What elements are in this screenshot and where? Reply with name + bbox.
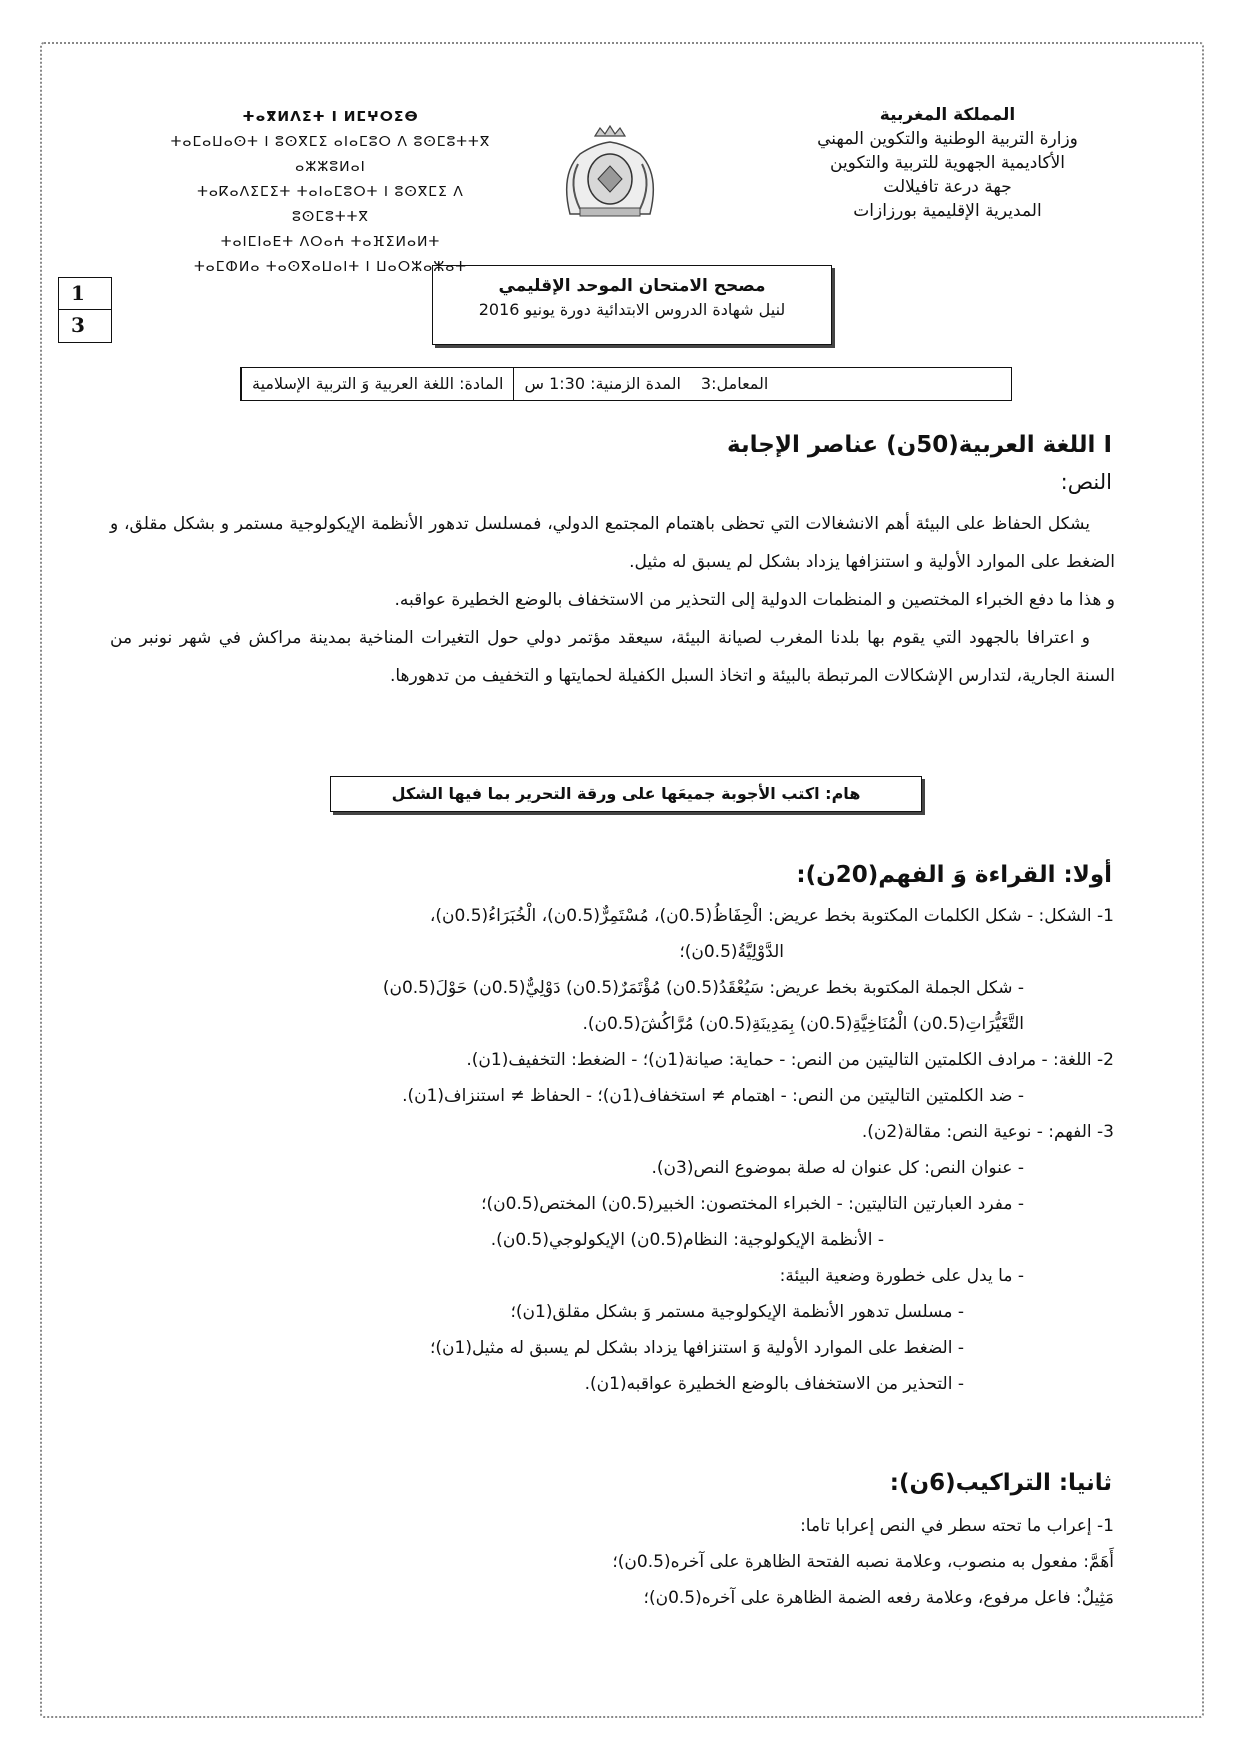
answer-line: - الأنظمة الإيكولوجية: النظام(0.5ن) الإيكولوجي(0.5ن). [490,1230,884,1250]
exam-coefficient: المعامل:3 [700,374,769,393]
passage-paragraph: و اعترافا بالجهود التي يقوم بها بلدنا المغرب لصيانة البيئة، سيعقد مؤتمر دولي حول التغيرات المناخية بمدينة مراكش في شهر نونبر من السنة الجارية، لتدارس الإشكالات المرتبطة بالبيئة و اتخاذ السبل الكفيلة لحمايتها و التخفيف من تدهورها. [110,628,1115,686]
subject-info-box [240,367,1012,401]
exam-subtitle: لنيل شهادة الدروس الابتدائية دورة يونيو 2016 [478,300,786,319]
passage-paragraph: يشكل الحفاظ على البيئة أهم الانشغالات التي تحظى باهتمام المجتمع الدولي، فمسلسل تدهور الأنظمة الإيكولوجية مستمر و بشكل مقلق، و الضغط على الموارد الأولية و استنزافها يزداد بشكل لم يسبق له مثيل. [110,514,1115,572]
answer-line: - الضغط على الموارد الأولية وَ استنزافها يزداد بشكل لم يسبق له مثيل(1ن)؛ [429,1338,964,1358]
answer-line: 1- الشكل: - شكل الكلمات المكتوبة بخط عريض: الْحِفَاظُ(0.5ن)، مُسْتَمِرٌّ(0.5ن)، الْخُبَرَاءُ(0.5ن)، [429,906,1114,926]
page-number-box [58,277,112,343]
tifinagh-line: ⵜⴰⴽⴰⴷⵉⵎⵉⵜ ⵜⴰⵏⴰⵎⵓⵔⵜ ⵏ ⵓⵙⴳⵎⵉ ⴷ ⵓⵙⵎⵓⵜⵜⴳ [197,184,464,225]
answer-line: - ضد الكلمتين التاليتين من النص: - اهتمام ≠ استخفاف(1ن)؛ - الحفاظ ≠ استنزاف(1ن). [402,1086,1024,1106]
part2-answers [104,1508,1114,1616]
answer-line: - عنوان النص: كل عنوان له صلة بموضوع النص(3ن). [651,1158,1024,1178]
answer-line: 2- اللغة: - مرادف الكلمتين التاليتين من النص: - حماية: صيانة(1ن)؛ - الضغط: التخفيف(1ن). [466,1050,1114,1070]
answer-line: - مسلسل تدهور الأنظمة الإيكولوجية مستمر وَ بشكل مقلق(1ن)؛ [510,1302,964,1322]
header-line: الأكاديمية الجهوية للتربية والتكوين [830,153,1065,173]
answer-line: 3- الفهم: - نوعية النص: مقالة(2ن). [861,1122,1114,1142]
part2-heading: ثانيا: التراكيب(6ن): [889,1470,1112,1496]
subject-name: المادة: اللغة العربية وَ التربية الإسلامية [241,368,513,400]
header-line: المملكة المغربية [879,105,1016,125]
section-heading: I اللغة العربية(50ن) عناصر الإجابة [727,432,1112,458]
exam-title: مصحح الامتحان الموحد الإقليمي [498,276,766,296]
answer-line: - التحذير من الاستخفاف بالوضع الخطيرة عواقبه(1ن). [584,1374,964,1394]
answer-line: التَّغَيُّرَاتِ(0.5ن) الْمُنَاخِيَّةِ(0.5ن) بِمَدِينَةِ(0.5ن) مُرَّاكُشَ(0.5ن). [582,1014,1024,1034]
tifinagh-line: ⵜⴰⵎⵀⵍⴰ ⵜⴰⵙⴳⴰⵡⴰⵏⵜ ⵏ ⵡⴰⵔⵣⴰⵣⴰⵜ [193,259,468,275]
page-total: 3 [71,313,85,337]
tifinagh-line: ⵜⴰⵎⴰⵡⴰⵙⵜ ⵏ ⵓⵙⴳⵎⵉ ⴰⵏⴰⵎⵓⵔ ⴷ ⵓⵙⵎⵓⵜⵜⴳ ⴰⵣⵣⵓⵍⴰⵏ [170,134,491,175]
header-line: المديرية الإقليمية بورزازات [853,201,1042,221]
answer-line: - شكل الجملة المكتوبة بخط عريض: سَيُعْقَدُ(0.5ن) مُؤْتَمَرٌ(0.5ن) دَوْلِيٌّ(0.5ن) حَوْلَ(0.5ن) [382,978,1024,998]
part1-heading: أولا: القراءة وَ الفهم(20ن): [796,862,1112,888]
answer-line: - مفرد العبارتين التاليتين: - الخبراء المختصون: الخبير(0.5ن) المختص(0.5ن)؛ [481,1194,1024,1214]
page-number: 1 [59,278,111,310]
answer-line: - ما يدل على خطورة وضعية البيئة: [779,1266,1024,1286]
exam-title-box [432,265,832,345]
header-arabic [770,103,1125,223]
answer-line: مَثِيلٌ: فاعل مرفوع، وعلامة رفعه الضمة الظاهرة على آخره(0.5ن)؛ [643,1588,1114,1608]
header-line: جهة درعة تافيلالت [883,177,1012,197]
text-label: النص: [1060,470,1112,494]
kingdom-emblem-icon [550,124,670,219]
answer-line: 1- إعراب ما تحته سطر في النص إعرابا تاما: [800,1516,1114,1536]
instruction-note: هام: اكتب الأجوبة جميعَها على ورقة التحرير بما فيها الشكل [330,776,922,812]
tifinagh-line: ⵜⴰⴳⵍⴷⵉⵜ ⵏ ⵍⵎⵖⵔⵉⴱ [242,109,419,125]
passage [110,505,1115,695]
tifinagh-line: ⵜⴰⵏⵎⵏⴰⴹⵜ ⴷⵔⴰⵄ ⵜⴰⴼⵉⵍⴰⵍⵜ [220,234,441,250]
header-line: وزارة التربية الوطنية والتكوين المهني [817,129,1078,149]
part1-answers [104,898,1114,1402]
exam-duration: المدة الزمنية: 1:30 س [513,368,690,400]
answer-line: الدَّوْلِيَّةُ(0.5ن)؛ [679,942,784,962]
answer-line: أَهَمَّ: مفعول به منصوب، وعلامة نصبه الفتحة الظاهرة على آخره(0.5ن)؛ [612,1552,1114,1572]
passage-paragraph: و هذا ما دفع الخبراء المختصين و المنظمات الدولية إلى التحذير من الاستخفاف بالوضع الخطيرة عواقبه. [394,590,1115,610]
header-tifinagh [158,105,503,280]
